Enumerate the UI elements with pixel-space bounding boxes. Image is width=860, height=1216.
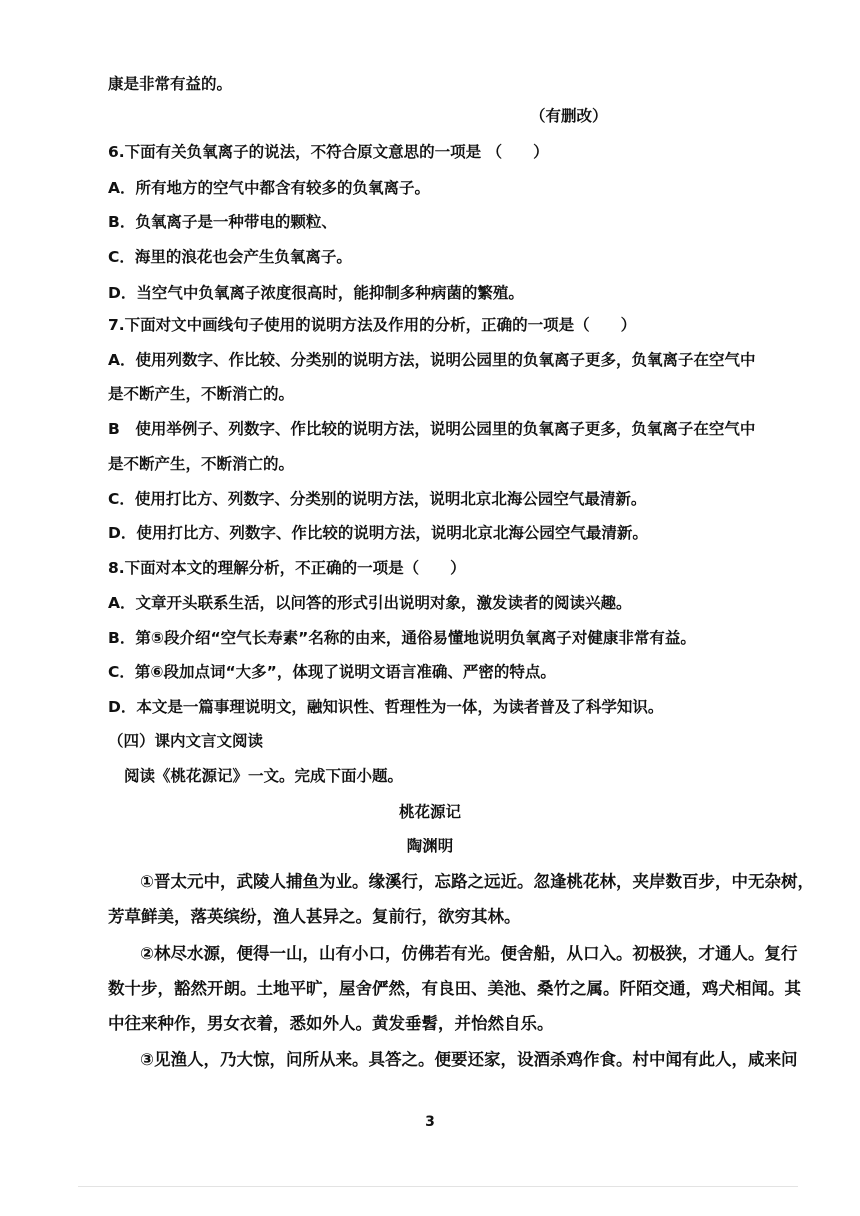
passage-paragraph-1-line-2: 芳草鲜美，落英缤纷，渔人甚异之。复前行，欲穷其林。: [108, 907, 521, 926]
question-6-option-d: D．当空气中负氧离子浓度很高时，能抑制多种病菌的繁殖。: [108, 284, 524, 302]
question-7-option-b-line-1: B 使用举例子、列数字、作比较的说明方法，说明公园里的负氧离子更多，负氧离子在空气中: [108, 420, 756, 438]
question-7-stem: 7.下面对文中画线句子使用的说明方法及作用的分析，正确的一项是（ ）: [108, 316, 637, 334]
question-6-option-c: C．海里的浪花也会产生负氧离子。: [108, 248, 352, 266]
question-7-option-b-line-2: 是不断产生，不断消亡的。: [108, 455, 295, 473]
question-8-stem: 8.下面对本文的理解分析，不正确的一项是（ ）: [108, 559, 466, 577]
passage-paragraph-2-line-1: ②林尽水源，便得一山，山有小口，仿佛若有光。便舍船，从口入。初极狭，才通人。复行: [140, 944, 798, 963]
passage-paragraph-1-line-1: ①晋太元中，武陵人捕鱼为业。缘溪行，忘路之远近。忽逢桃花林，夹岸数百步，中无杂树，: [140, 872, 814, 891]
section-4-heading: （四）课内文言文阅读: [108, 732, 264, 750]
page-number: 3: [425, 1114, 435, 1130]
question-7-option-c: C．使用打比方、列数字、分类别的说明方法，说明北京北海公园空气最清新。: [108, 490, 647, 508]
question-8-option-b: B．第⑤段介绍“空气长寿素”名称的由来，通俗易懂地说明负氧离子对健康非常有益。: [108, 629, 696, 647]
question-6-option-b: B．负氧离子是一种带电的颗粒、: [108, 213, 337, 231]
question-7-option-a-line-1: A．使用列数字、作比较、分类别的说明方法，说明公园里的负氧离子更多，负氧离子在空气中: [108, 351, 756, 369]
question-7-option-d: D．使用打比方、列数字、作比较的说明方法，说明北京北海公园空气最清新。: [108, 524, 648, 542]
question-8-option-a: A．文章开头联系生活，以问答的形式引出说明对象，激发读者的阅读兴趣。: [108, 594, 632, 612]
passage-paragraph-3-line-1: ③见渔人，乃大惊，问所从来。具答之。便要还家，设酒杀鸡作食。村中闻有此人，咸来问: [140, 1050, 798, 1069]
passage-title: 桃花源记: [398, 803, 461, 821]
bottom-edge-line: [78, 1186, 798, 1187]
passage-paragraph-2-line-3: 中往来种作，男女衣着，悉如外人。黄发垂髫，并怡然自乐。: [108, 1014, 554, 1033]
passage-author: 陶渊明: [406, 837, 454, 855]
continued-text-line: 康是非常有益的。: [108, 75, 233, 93]
question-6-option-a: A．所有地方的空气中都含有较多的负氧离子。: [108, 179, 430, 197]
reading-instruction: 阅读《桃花源记》一文。完成下面小题。: [124, 767, 404, 785]
passage-paragraph-2-line-2: 数十步，豁然开朗。土地平旷，屋舍俨然，有良田、美池、桑竹之属。阡陌交通，鸡犬相闻。其: [108, 979, 801, 998]
question-8-option-c: C．第⑥段加点词“大多”，体现了说明文语言准确、严密的特点。: [108, 663, 556, 681]
question-7-option-a-line-2: 是不断产生，不断消亡的。: [108, 385, 295, 403]
question-6-stem: 6.下面有关负氧离子的说法，不符合原文意思的一项是 （ ）: [108, 143, 549, 161]
question-8-option-d: D．本文是一篇事理说明文，融知识性、哲理性为一体，为读者普及了科学知识。: [108, 698, 664, 716]
abridged-note: （有删改）: [530, 107, 608, 125]
